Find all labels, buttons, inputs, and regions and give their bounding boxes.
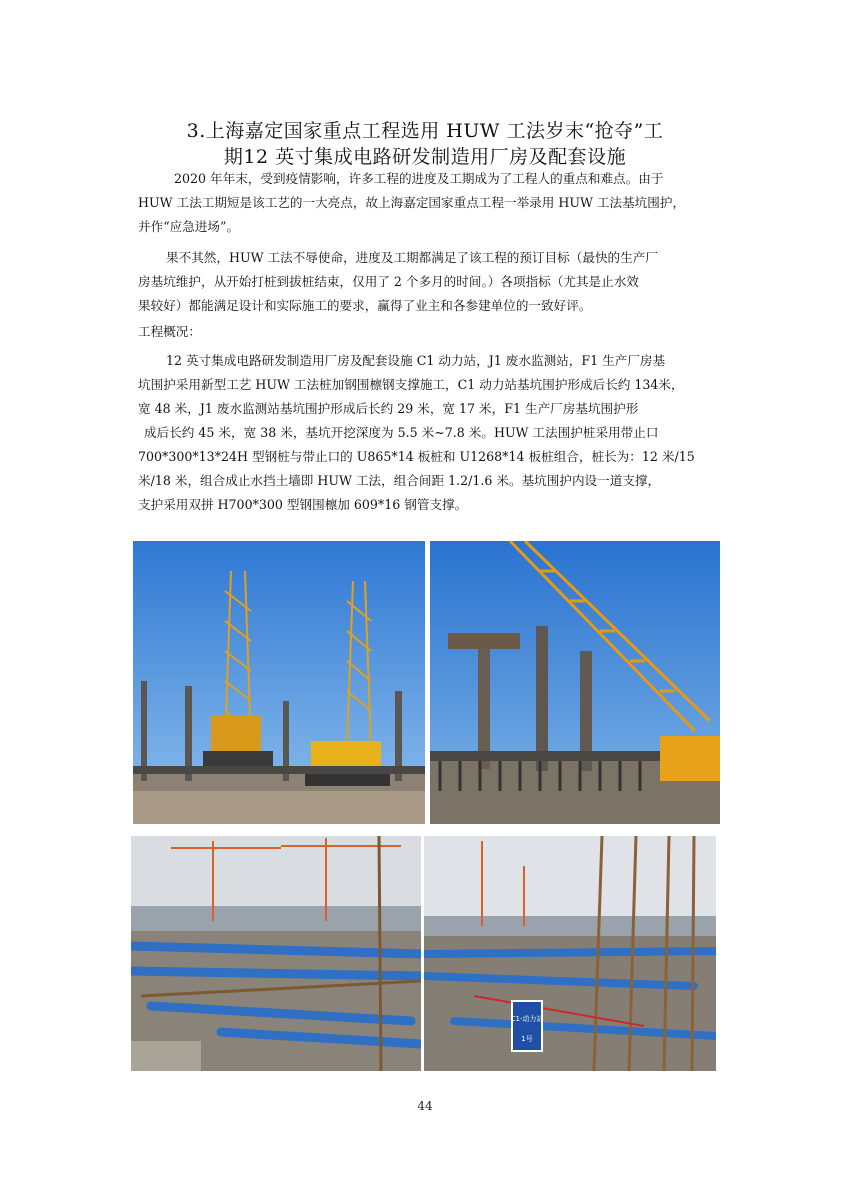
paragraph-3-line: 米/18 米，组合成止水挡土墙即 HUW 工法，组合间距 1.2/1.6 米。基坑围护内设一道支撑， bbox=[138, 473, 661, 488]
paragraph-1-line: 并作“应急进场”。 bbox=[138, 219, 240, 234]
paragraph-2-line: 果较好）都能满足设计和实际施工的要求，赢得了业主和各参建单位的一致好评。 bbox=[138, 298, 592, 313]
page-number: 44 bbox=[417, 1099, 433, 1113]
sign-subtext: 1号 bbox=[521, 1035, 533, 1043]
photo-sign-board bbox=[512, 1001, 542, 1051]
paragraph-3-line: 700*300*13*24H 型钢桩与带止口的 U865*14 板桩和 U1268*14 板桩组合，桩长为：12 米/15 bbox=[138, 449, 695, 464]
photo-steel-piles-crane bbox=[430, 541, 720, 824]
paragraph-2-line: 房基坑维护，从开始打桩到拔桩结束，仅用了 2 个多月的时间。）各项指标（尤其是止水效 bbox=[138, 274, 639, 289]
photo-pit-signboard bbox=[424, 836, 716, 1071]
paragraph-2-line: 果不其然，HUW 工法不辱使命，进度及工期都满足了该工程的预订目标（最快的生产厂 bbox=[166, 250, 658, 265]
paragraph-1 bbox=[138, 168, 718, 240]
title-line-2: 期12 英寸集成电路研发制造用厂房及配套设施 bbox=[223, 146, 627, 168]
paragraph-1-line: HUW 工法工期短是该工艺的一大亮点，故上海嘉定国家重点工程一举录用 HUW 工法基坑围护， bbox=[138, 195, 686, 210]
photo-piling-rigs bbox=[133, 541, 425, 824]
paragraph-3-line: 12 英寸集成电路研发制造用厂房及配套设施 C1 动力站，J1 废水监测站，F1 生产厂房基 bbox=[166, 353, 666, 368]
paragraph-3-line: 支护采用双拼 H700*300 型钢围檩加 609*16 钢管支撑。 bbox=[138, 497, 468, 512]
section-label: 工程概况： bbox=[138, 324, 201, 339]
paragraph-3-line: 成后长约 45 米，宽 38 米，基坑开挖深度为 5.5 米~7.8 米。HUW 工法围护桩采用带止口 bbox=[144, 425, 659, 440]
paragraph-2 bbox=[138, 247, 718, 319]
paragraph-1-line: 2020 年年末，受到疫情影响，许多工程的进度及工期成为了工程人的重点和难点。由于 bbox=[174, 171, 664, 186]
sign-text: C1-动力站 bbox=[510, 1015, 544, 1023]
photo-excavation-supports bbox=[131, 836, 421, 1071]
paragraph-3-line: 宽 48 米，J1 废水监测站基坑围护形成后长约 29 米，宽 17 米，F1 生产厂房基坑围护形 bbox=[138, 401, 639, 416]
paragraph-3 bbox=[138, 350, 718, 518]
title-line-1: 3.上海嘉定国家重点工程选用 HUW 工法岁末“抢夺”工 bbox=[186, 120, 664, 142]
paragraph-3-line: 坑围护采用新型工艺 HUW 工法桩加钢围檩钢支撑施工，C1 动力站基坑围护形成后长约 134米， bbox=[138, 377, 684, 392]
